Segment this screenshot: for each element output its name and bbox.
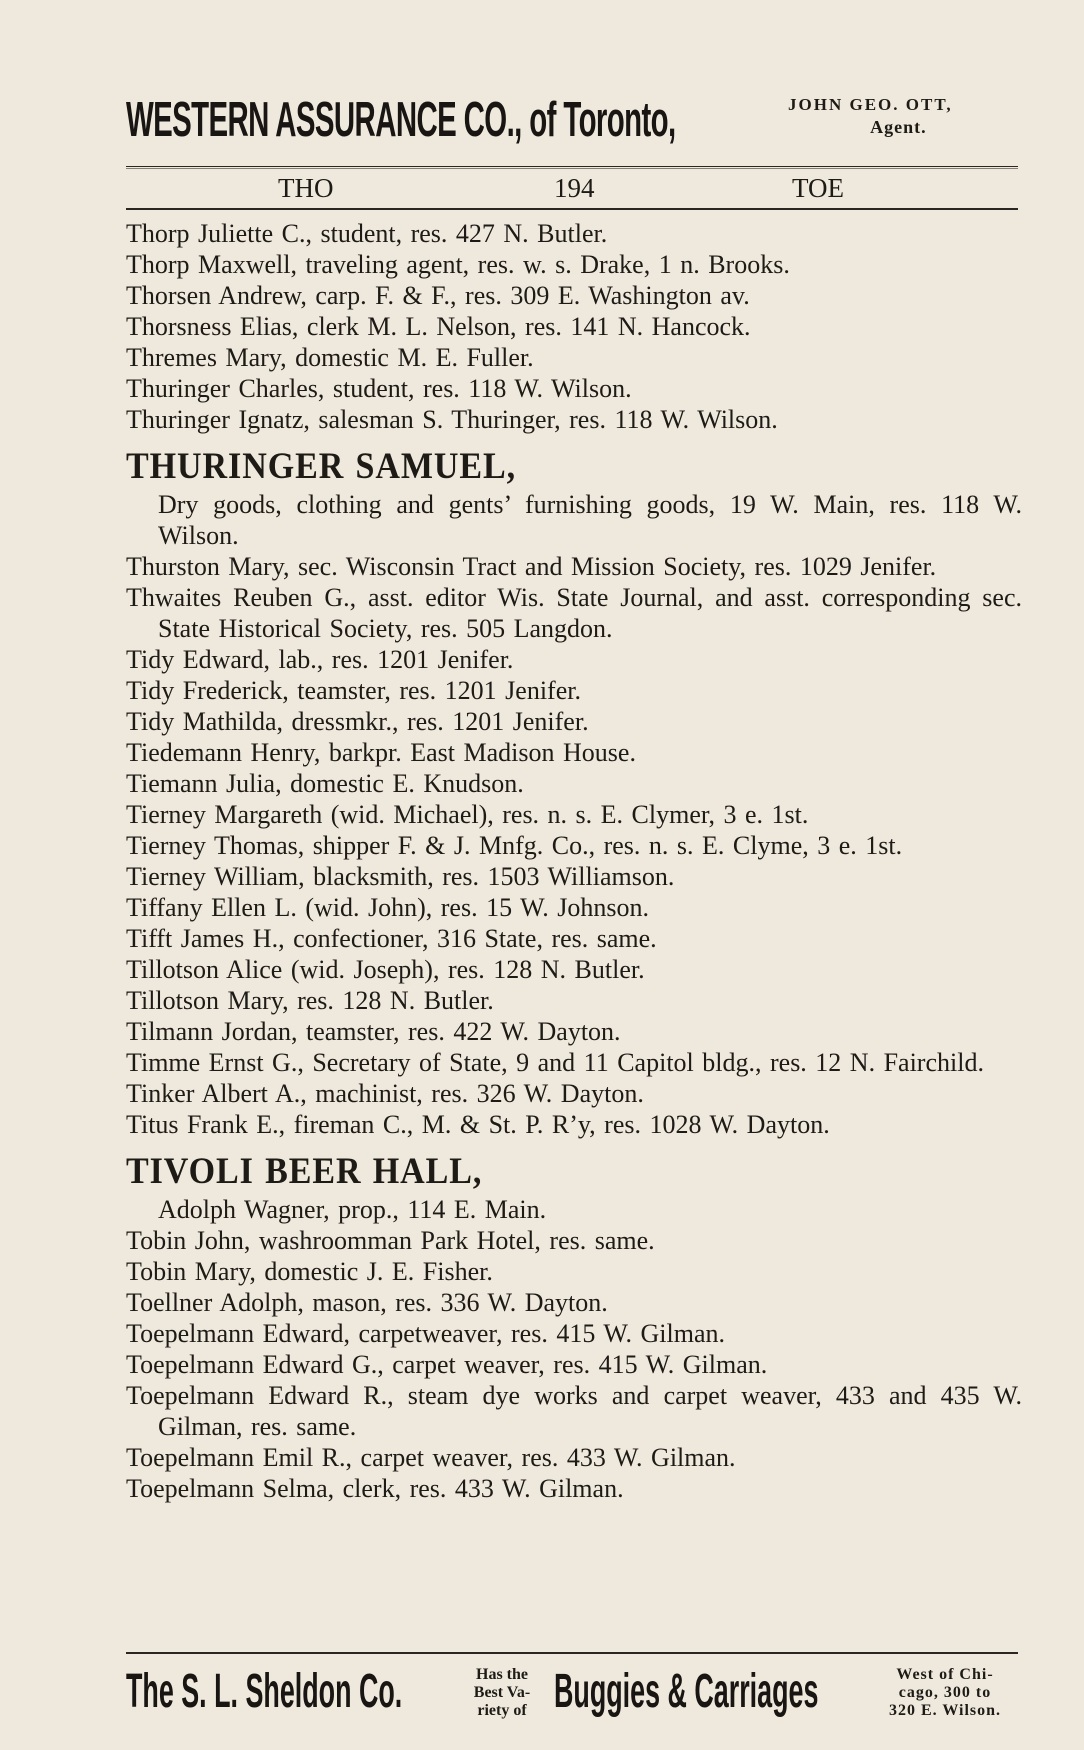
list-item: Tidy Frederick, teamster, res. 1201 Jenifer. <box>126 676 581 705</box>
business-listing-tivoli <box>126 1150 1022 1225</box>
list-item: Thwaites Reuben G., asst. editor Wis. State Journal, and asst. corresponding sec. State Historical Society, res. 505 Langdon. <box>126 583 1022 643</box>
ad-tagline-line: riety of <box>477 1702 527 1719</box>
list-item: Timme Ernst G., Secretary of State, 9 and 11 Capitol bldg., res. 12 N. Fairchild. <box>126 1048 984 1077</box>
directory-entries <box>126 218 1022 1504</box>
list-item: Thorsen Andrew, carp. F. & F., res. 309 E. Washington av. <box>126 281 750 310</box>
list-item: Tillotson Alice (wid. Joseph), res. 128 N. Butler. <box>126 955 645 984</box>
ad-tagline-line: Has the <box>476 1666 528 1683</box>
list-item: Tierney Thomas, shipper F. & J. Mnfg. Co., res. n. s. E. Clyme, 3 e. 1st. <box>126 831 903 860</box>
ad-agent-name: JOHN GEO. OTT, <box>788 95 953 114</box>
list-item: Tierney William, blacksmith, res. 1503 Williamson. <box>126 862 675 891</box>
business-listing-thuringer <box>126 445 1022 551</box>
list-item: Thuringer Ignatz, salesman S. Thuringer, res. 118 W. Wilson. <box>126 405 778 434</box>
list-item: Tifft James H., confectioner, 316 State, res. same. <box>126 924 657 953</box>
list-item: Thorsness Elias, clerk M. L. Nelson, res. 141 N. Hancock. <box>126 312 751 341</box>
ad-agent-role: Agent. <box>870 117 927 137</box>
running-head <box>126 170 1018 206</box>
business-name: THURINGER SAMUEL, <box>126 446 517 487</box>
list-item: Toepelmann Edward, carpetweaver, res. 415 W. Gilman. <box>126 1319 725 1348</box>
list-item: Thurston Mary, sec. Wisconsin Tract and Mission Society, res. 1029 Jenifer. <box>126 552 937 581</box>
bottom-advertisement <box>126 1660 1024 1730</box>
running-head-left: THO <box>278 173 334 203</box>
list-item: Thuringer Charles, student, res. 118 W. Wilson. <box>126 374 632 403</box>
list-item: Titus Frank E., fireman C., M. & St. P. R’y, res. 1028 W. Dayton. <box>126 1110 830 1139</box>
business-name: TIVOLI BEER HALL, <box>126 1151 483 1192</box>
list-item: Tierney Margareth (wid. Michael), res. n. s. E. Clymer, 3 e. 1st. <box>126 800 809 829</box>
ad-location-line: 320 E. Wilson. <box>888 1702 1002 1719</box>
ad-tagline <box>458 1666 546 1720</box>
page-number: 194 <box>554 173 595 203</box>
header-rule-bottom <box>126 208 1018 210</box>
running-head-right: TOE <box>792 173 844 203</box>
ad-agent <box>788 94 953 138</box>
top-advertisement <box>126 80 1024 162</box>
list-item: Thremes Mary, domestic M. E. Fuller. <box>126 343 534 372</box>
list-item: Tinker Albert A., machinist, res. 326 W. Dayton. <box>126 1079 644 1108</box>
list-item: Tillotson Mary, res. 128 N. Butler. <box>126 986 494 1015</box>
list-item: Toepelmann Selma, clerk, res. 433 W. Gilman. <box>126 1474 624 1503</box>
business-description: Adolph Wagner, prop., 114 E. Main. <box>158 1195 547 1224</box>
ad-brand-western-assurance: WESTERN ASSURANCE CO., of Toronto, <box>126 93 676 147</box>
ad-brand-sheldon: The S. L. Sheldon Co. <box>126 1665 403 1718</box>
list-item: Toepelmann Emil R., carpet weaver, res. 433 W. Gilman. <box>126 1443 736 1472</box>
list-item: Tobin Mary, domestic J. E. Fisher. <box>126 1257 493 1286</box>
ad-tagline-line: Best Va- <box>473 1684 531 1701</box>
list-item: Thorp Juliette C., student, res. 427 N. Butler. <box>126 219 608 248</box>
list-item: Tidy Edward, lab., res. 1201 Jenifer. <box>126 645 514 674</box>
list-item: Tobin John, washroomman Park Hotel, res. same. <box>126 1226 655 1255</box>
footer-rule <box>126 1652 1018 1654</box>
ad-location <box>864 1666 1026 1720</box>
list-item: Tidy Mathilda, dressmkr., res. 1201 Jenifer. <box>126 707 589 736</box>
business-description: Dry goods, clothing and gents’ furnishing goods, 19 W. Main, res. 118 W. Wilson. <box>158 490 1022 550</box>
list-item: Tiedemann Henry, barkpr. East Madison House. <box>126 738 636 767</box>
list-item: Toellner Adolph, mason, res. 336 W. Dayton. <box>126 1288 608 1317</box>
list-item: Tiemann Julia, domestic E. Knudson. <box>126 769 524 798</box>
ad-product: Buggies & Carriages <box>554 1665 819 1718</box>
list-item: Thorp Maxwell, traveling agent, res. w. s. Drake, 1 n. Brooks. <box>126 250 790 279</box>
list-item: Tiffany Ellen L. (wid. John), res. 15 W. Johnson. <box>126 893 649 922</box>
list-item: Tilmann Jordan, teamster, res. 422 W. Dayton. <box>126 1017 621 1046</box>
list-item: Toepelmann Edward G., carpet weaver, res. 415 W. Gilman. <box>126 1350 768 1379</box>
header-rule-top-thin <box>126 168 1018 169</box>
header-rule-top <box>126 166 1018 167</box>
ad-location-line: West of Chi- <box>896 1666 994 1683</box>
ad-location-line: cago, 300 to <box>898 1684 992 1701</box>
list-item: Toepelmann Edward R., steam dye works and carpet weaver, 433 and 435 W. Gilman, res. same. <box>126 1381 1022 1441</box>
